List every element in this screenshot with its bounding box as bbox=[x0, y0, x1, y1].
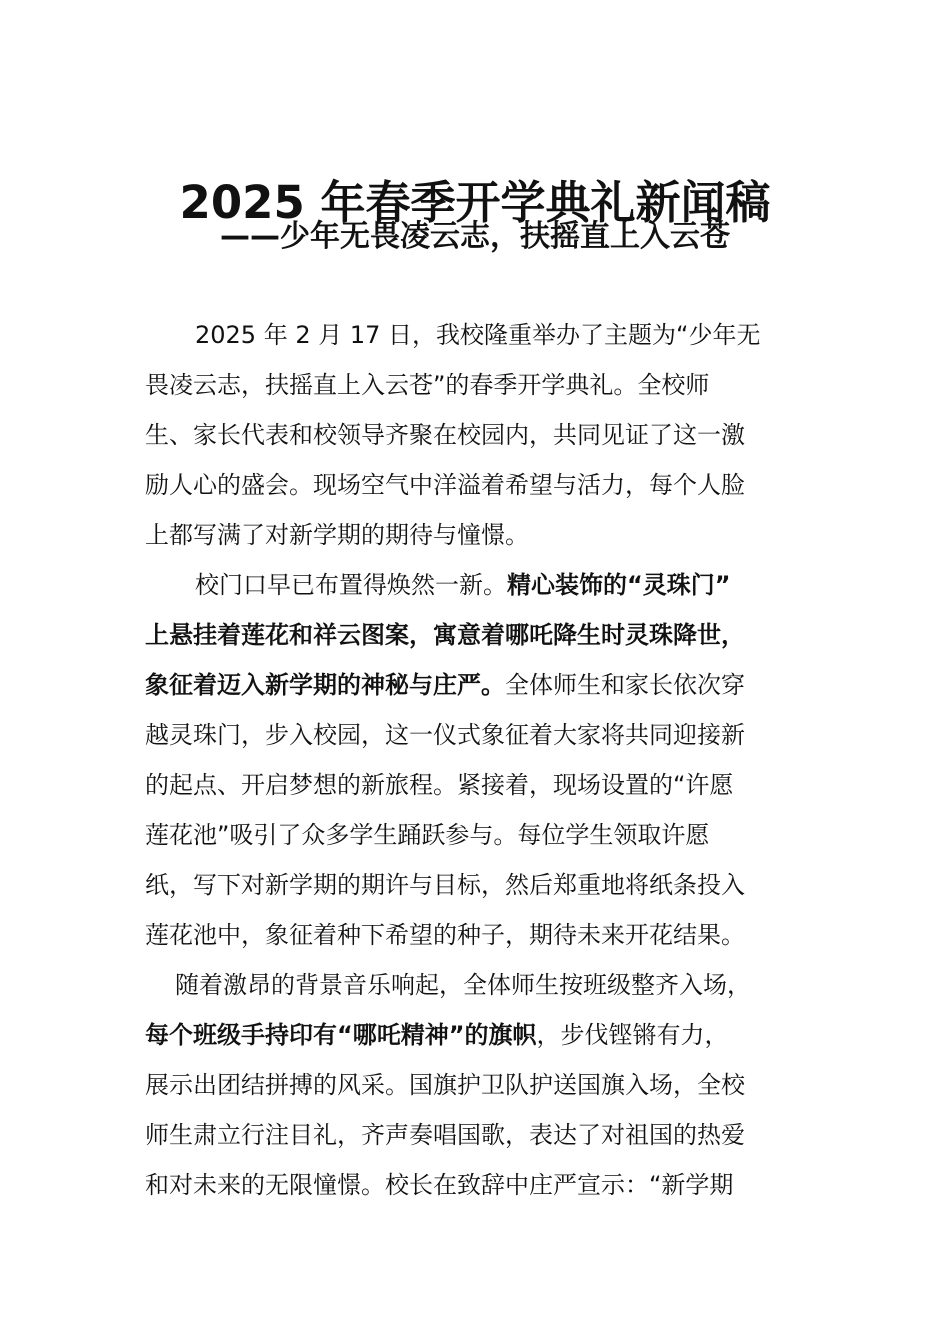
text-segment: 全体师生和家长依次穿 bbox=[505, 671, 745, 699]
text-segment: 纸，写下对新学期的期许与目标，然后郑重地将纸条投入 bbox=[145, 871, 745, 899]
body-line bbox=[145, 868, 745, 902]
body-line bbox=[195, 568, 731, 602]
body-line bbox=[145, 718, 745, 752]
body-line bbox=[145, 618, 745, 652]
body-line bbox=[145, 918, 745, 952]
body-line bbox=[145, 1168, 733, 1202]
body-line bbox=[145, 468, 745, 502]
text-segment: 的起点、开启梦想的新旅程。紧接着，现场设置的“许愿 bbox=[145, 771, 734, 799]
bold-text-segment: 精心装饰的“灵珠门” bbox=[507, 571, 731, 599]
bold-text-segment: 象征着迈入新学期的神秘与庄严。 bbox=[145, 671, 505, 699]
body-line bbox=[145, 668, 745, 702]
text-segment: 生、家长代表和校领导齐聚在校园内，共同见证了这一激 bbox=[145, 421, 745, 449]
body-line bbox=[145, 818, 709, 852]
body-line bbox=[145, 518, 529, 552]
document-subtitle: ——少年无畏凌云志，扶摇直上入云苍 bbox=[220, 219, 730, 254]
text-segment: 励人心的盛会。现场空气中洋溢着希望与活力，每个人脸 bbox=[145, 471, 745, 499]
bold-text-segment: 上悬挂着莲花和祥云图案，寓意着哪吒降生时灵珠降世， bbox=[145, 621, 745, 649]
text-segment: ，步伐铿锵有力， bbox=[536, 1021, 729, 1049]
text-segment: 和对未来的无限憧憬。校长在致辞中庄严宣示：“新学期 bbox=[145, 1171, 734, 1199]
body-line bbox=[145, 1018, 729, 1052]
text-segment: 随着激昂的背景音乐响起，全体师生按班级整齐入场， bbox=[175, 971, 751, 999]
bold-text-segment: 每个班级手持印有“哪吒精神”的旗帜 bbox=[145, 1021, 537, 1049]
text-segment: 畏凌云志，扶摇直上入云苍”的春季开学典礼。全校师 bbox=[145, 371, 710, 399]
text-segment: 上都写满了对新学期的期待与憧憬。 bbox=[145, 521, 529, 549]
document-title: 2025 年春季开学典礼新闻稿 bbox=[179, 176, 771, 229]
body-line bbox=[145, 768, 733, 802]
body-line bbox=[145, 368, 709, 402]
text-segment: 师生肃立行注目礼，齐声奏唱国歌，表达了对祖国的热爱 bbox=[145, 1121, 745, 1149]
text-segment: 2025 年 2 月 17 日，我校隆重举办了主题为“少年无 bbox=[195, 321, 761, 349]
text-segment: 越灵珠门，步入校园，这一仪式象征着大家将共同迎接新 bbox=[145, 721, 745, 749]
body-line bbox=[195, 318, 760, 352]
text-segment: 莲花池”吸引了众多学生踊跃参与。每位学生领取许愿 bbox=[145, 821, 710, 849]
text-segment: 莲花池中，象征着种下希望的种子，期待未来开花结果。 bbox=[145, 921, 745, 949]
text-segment: 展示出团结拼搏的风采。国旗护卫队护送国旗入场，全校 bbox=[145, 1071, 745, 1099]
body-line bbox=[145, 418, 745, 452]
body-line bbox=[145, 1068, 745, 1102]
body-line bbox=[175, 968, 751, 1002]
text-segment: 校门口早已布置得焕然一新。 bbox=[195, 571, 507, 599]
body-line bbox=[145, 1118, 745, 1152]
